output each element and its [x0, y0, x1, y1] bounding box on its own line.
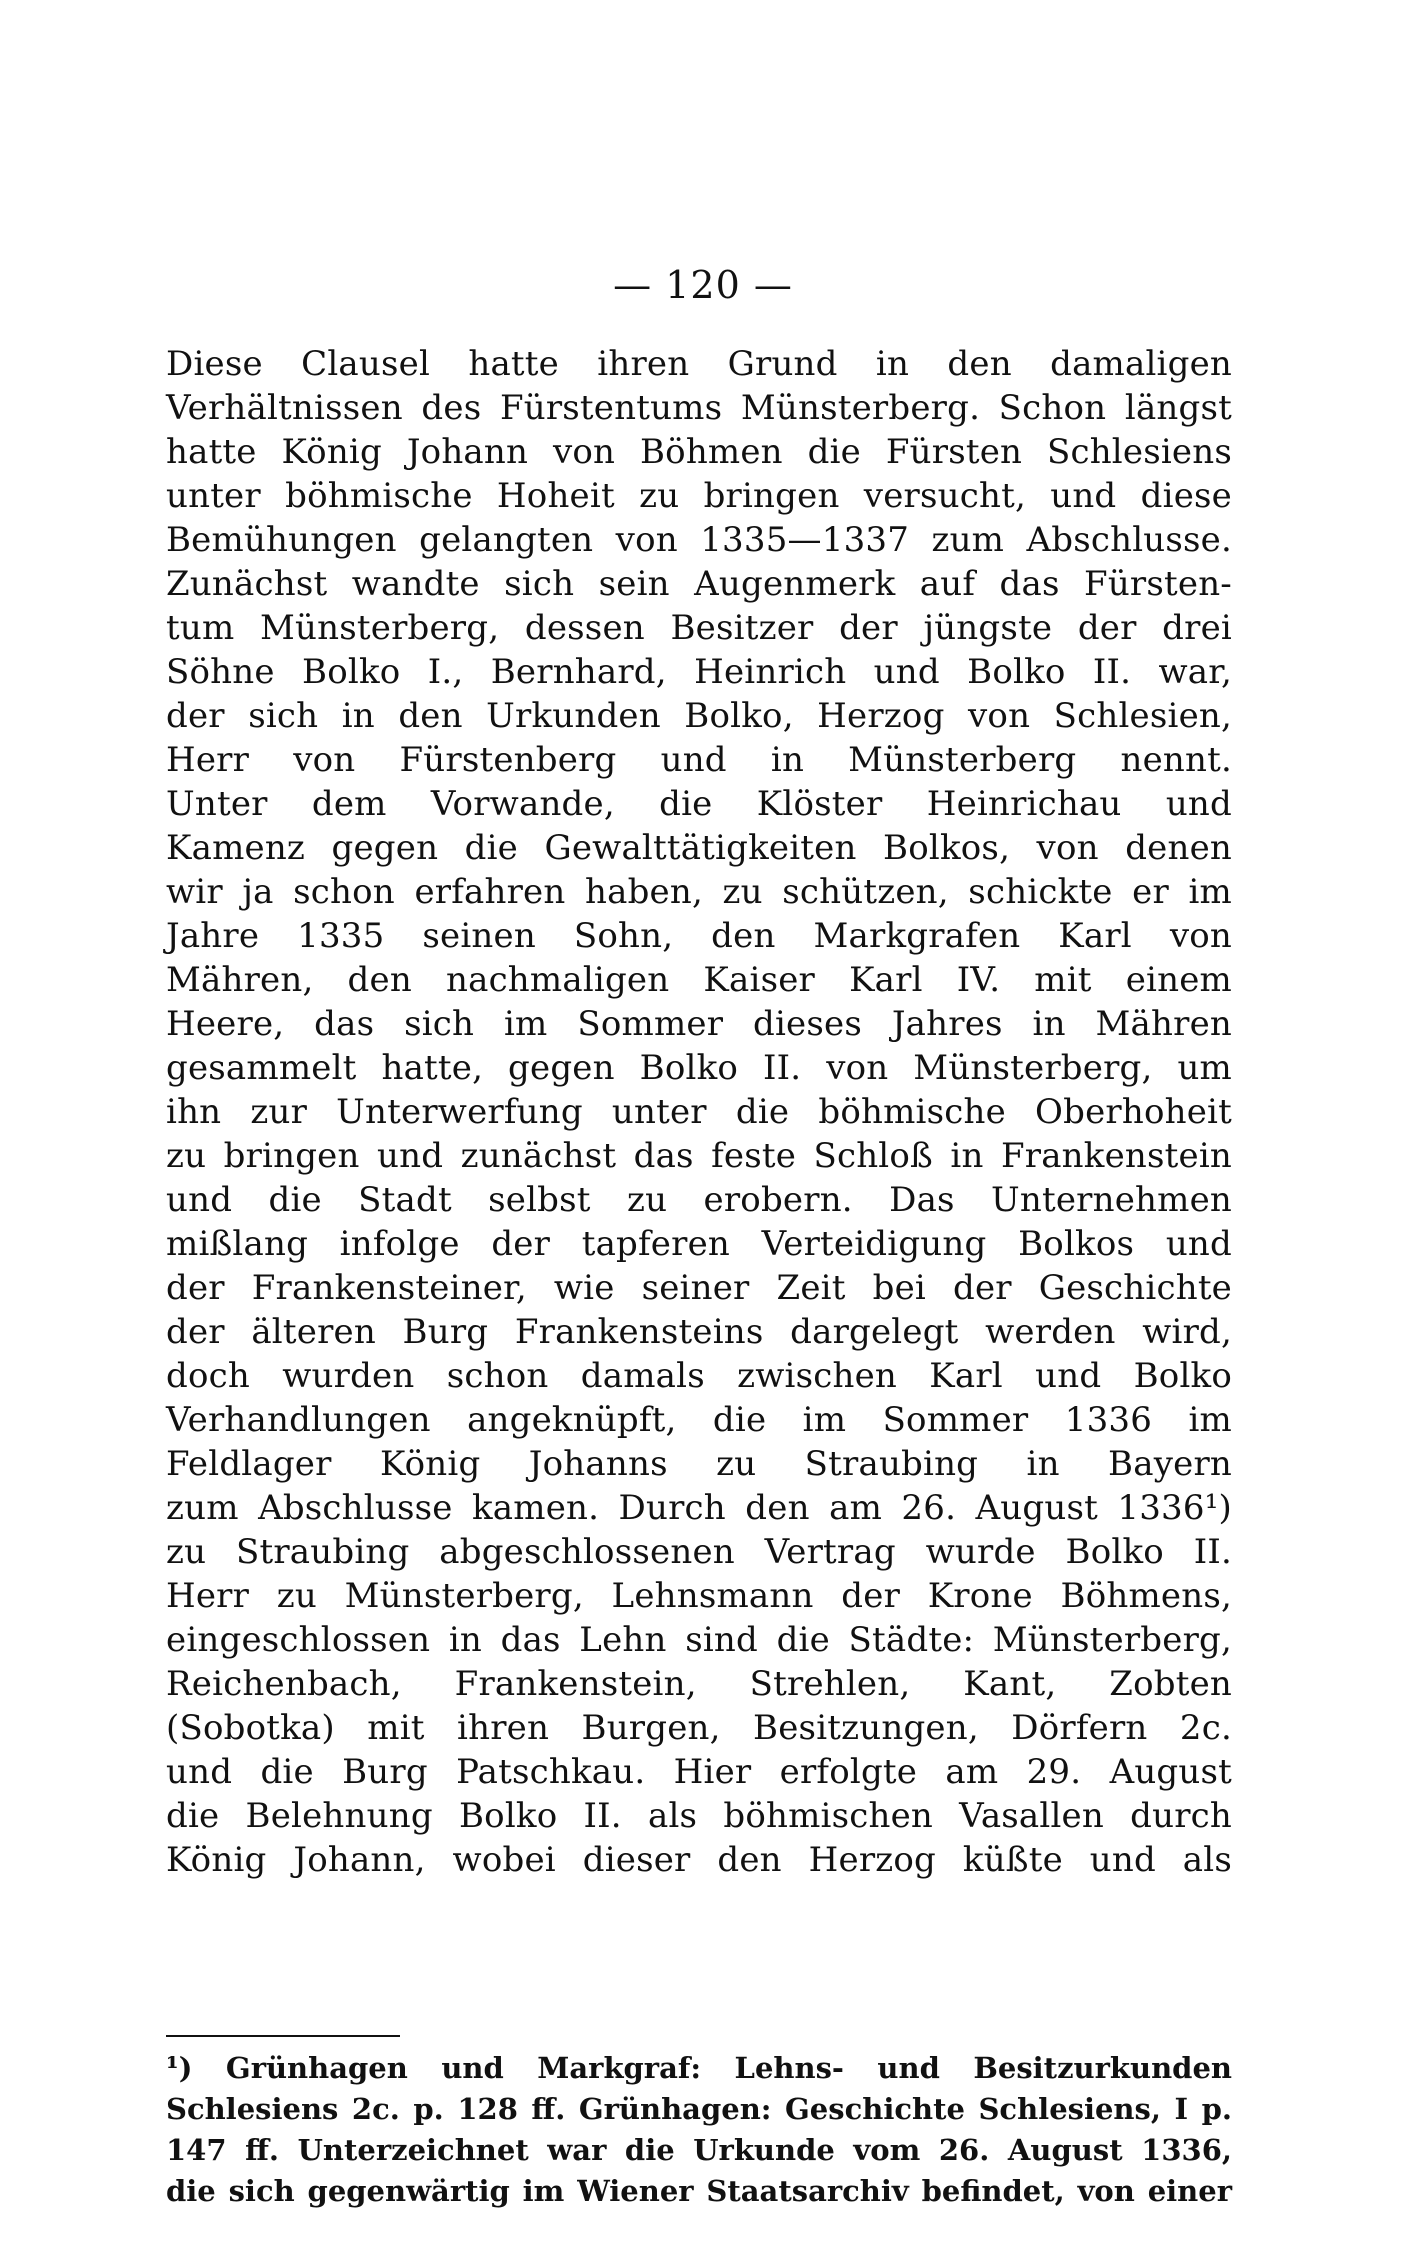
text-line: mißlang infolge der tapferen Verteidigung Bolkos und [166, 1224, 1232, 1264]
text-line: unter böhmische Hoheit zu bringen versucht, und diese [166, 476, 1232, 516]
text-line: König Johann, wobei dieser den Herzog küßte und als [166, 1840, 1232, 1880]
text-line: Verhältnissen des Fürstentums Münsterberg. Schon längst [166, 388, 1232, 428]
footnote-line: die sich gegenwärtig im Wiener Staatsarchiv befindet, von einer [166, 2174, 1232, 2208]
text-line: Söhne Bolko I., Bernhard, Heinrich und Bolko II. war, [166, 652, 1232, 692]
text-line: und die Burg Patschkau. Hier erfolgte am 29. August [166, 1752, 1232, 1792]
footnotes [166, 2048, 1232, 2212]
text-line: Feldlager König Johanns zu Straubing in Bayern [166, 1444, 1232, 1484]
footnote-divider [166, 2035, 400, 2037]
footnote-line: ¹) Grünhagen und Markgraf: Lehns- und Besitzurkunden [166, 2051, 1232, 2085]
text-line: der sich in den Urkunden Bolko, Herzog von Schlesien, [166, 696, 1232, 736]
text-line: Mähren, den nachmaligen Kaiser Karl IV. mit einem [166, 960, 1232, 1000]
text-line: Herr zu Münsterberg, Lehnsmann der Krone Böhmens, [166, 1576, 1232, 1616]
text-line: Heere, das sich im Sommer dieses Jahres in Mähren [166, 1004, 1232, 1044]
text-line: doch wurden schon damals zwischen Karl und Bolko [166, 1356, 1232, 1396]
text-line: Bemühungen gelangten von 1335—1337 zum Abschlusse. [166, 520, 1232, 560]
text-line: Unter dem Vorwande, die Klöster Heinrichau und [166, 784, 1232, 824]
text-line: Herr von Fürstenberg und in Münsterberg nennt. [166, 740, 1232, 780]
text-line: Diese Clausel hatte ihren Grund in den damaligen [166, 344, 1232, 384]
text-line: zu bringen und zunächst das feste Schloß in Frankenstein [166, 1136, 1232, 1176]
text-line: hatte König Johann von Böhmen die Fürsten Schlesiens [166, 432, 1232, 472]
text-line: der Frankensteiner, wie seiner Zeit bei der Geschichte [166, 1268, 1232, 1308]
text-line: die Belehnung Bolko II. als böhmischen Vasallen durch [166, 1796, 1232, 1836]
text-line: und die Stadt selbst zu erobern. Das Unternehmen [166, 1180, 1232, 1220]
text-line: Zunächst wandte sich sein Augenmerk auf das Fürsten- [166, 564, 1232, 604]
text-line: zu Straubing abgeschlossenen Vertrag wurde Bolko II. [166, 1532, 1232, 1572]
text-line: Reichenbach, Frankenstein, Strehlen, Kant, Zobten [166, 1664, 1232, 1704]
text-line: der älteren Burg Frankensteins dargelegt werden wird, [166, 1312, 1232, 1352]
text-line: (Sobotka) mit ihren Burgen, Besitzungen, Dörfern 2c. [166, 1708, 1232, 1748]
main-text [166, 342, 1232, 1882]
text-line: Verhandlungen angeknüpft, die im Sommer 1336 im [166, 1400, 1232, 1440]
text-line: eingeschlossen in das Lehn sind die Städte: Münsterberg, [166, 1620, 1232, 1660]
footnote-line: 147 ff. Unterzeichnet war die Urkunde vom 26. August 1336, [166, 2133, 1232, 2167]
text-line: gesammelt hatte, gegen Bolko II. von Münsterberg, um [166, 1048, 1232, 1088]
page-number: — 120 — [613, 263, 793, 307]
text-line: Jahre 1335 seinen Sohn, den Markgrafen Karl von [166, 916, 1232, 956]
text-line: Kamenz gegen die Gewalttätigkeiten Bolkos, von denen [166, 828, 1232, 868]
text-line: tum Münsterberg, dessen Besitzer der jüngste der drei [166, 608, 1232, 648]
footnote-line: Schlesiens 2c. p. 128 ff. Grünhagen: Geschichte Schlesiens, I p. [166, 2092, 1232, 2126]
text-line: zum Abschlusse kamen. Durch den am 26. August 1336¹) [166, 1488, 1232, 1528]
text-line: ihn zur Unterwerfung unter die böhmische Oberhoheit [166, 1092, 1232, 1132]
text-line: wir ja schon erfahren haben, zu schützen, schickte er im [166, 872, 1232, 912]
